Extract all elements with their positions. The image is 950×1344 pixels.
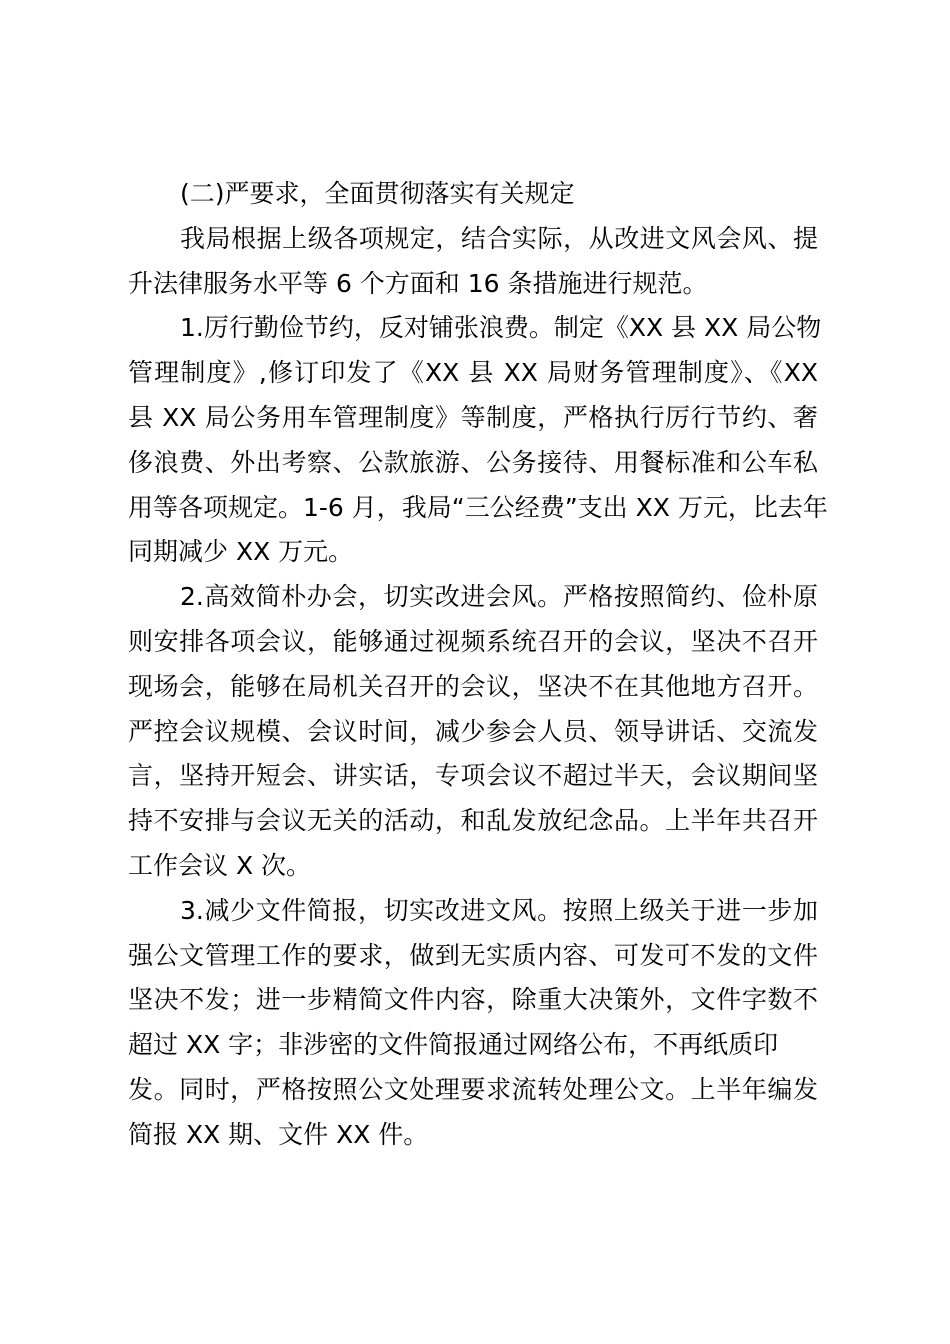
paragraph-line: 严控会议规模、会议时间，减少参会人员、领导讲话、交流发 bbox=[128, 716, 818, 746]
paragraph-line: 同期减少 XX 万元。 bbox=[128, 537, 354, 567]
paragraph-line: 侈浪费、外出考察、公款旅游、公务接待、用餐标准和公车私 bbox=[128, 447, 818, 477]
paragraph-line: 言，坚持开短会、讲实话，专项会议不超过半天，会议期间坚 bbox=[128, 761, 818, 791]
paragraph-line: 工作会议 X 次。 bbox=[128, 850, 312, 880]
paragraph-line: 用等各项规定。1-6 月，我局“三公经费”支出 XX 万元，比去年 bbox=[128, 492, 828, 522]
paragraph-line: 升法律服务水平等 6 个方面和 16 条措施进行规范。 bbox=[128, 268, 708, 298]
paragraph-line: 3.减少文件简报，切实改进文风。按照上级关于进一步加 bbox=[180, 895, 818, 925]
section-heading: (二)严要求，全面贯彻落实有关规定 bbox=[180, 179, 575, 208]
paragraph-line: 现场会，能够在局机关召开的会议，坚决不在其他地方召开。 bbox=[128, 671, 818, 701]
document-body bbox=[128, 172, 828, 1158]
paragraph-line: 坚决不发；进一步精简文件内容，除重大决策外，文件字数不 bbox=[128, 985, 818, 1015]
paragraph-line: 强公文管理工作的要求，做到无实质内容、可发可不发的文件 bbox=[128, 940, 818, 970]
paragraph-line: 简报 XX 期、文件 XX 件。 bbox=[128, 1119, 429, 1149]
paragraph-line: 超过 XX 字；非涉密的文件简报通过网络公布，不再纸质印 bbox=[128, 1030, 779, 1060]
paragraph-line: 发。同时，严格按照公文处理要求流转处理公文。上半年编发 bbox=[128, 1074, 818, 1104]
paragraph-line: 2.高效简朴办会，切实改进会风。严格按照简约、俭朴原 bbox=[180, 582, 818, 612]
paragraph-line: 管理制度》,修订印发了《XX 县 XX 局财务管理制度》、《XX bbox=[128, 358, 818, 388]
paragraph-line: 1.厉行勤俭节约，反对铺张浪费。制定《XX 县 XX 局公物 bbox=[180, 313, 822, 343]
paragraph-line: 则安排各项会议，能够通过视频系统召开的会议，坚决不召开 bbox=[128, 626, 818, 656]
paragraph-line: 县 XX 局公务用车管理制度》等制度，严格执行厉行节约、奢 bbox=[128, 402, 818, 432]
paragraph-line: 我局根据上级各项规定，结合实际，从改进文风会风、提 bbox=[180, 223, 818, 253]
paragraph-line: 持不安排与会议无关的活动，和乱发放纪念品。上半年共召开 bbox=[128, 806, 818, 836]
